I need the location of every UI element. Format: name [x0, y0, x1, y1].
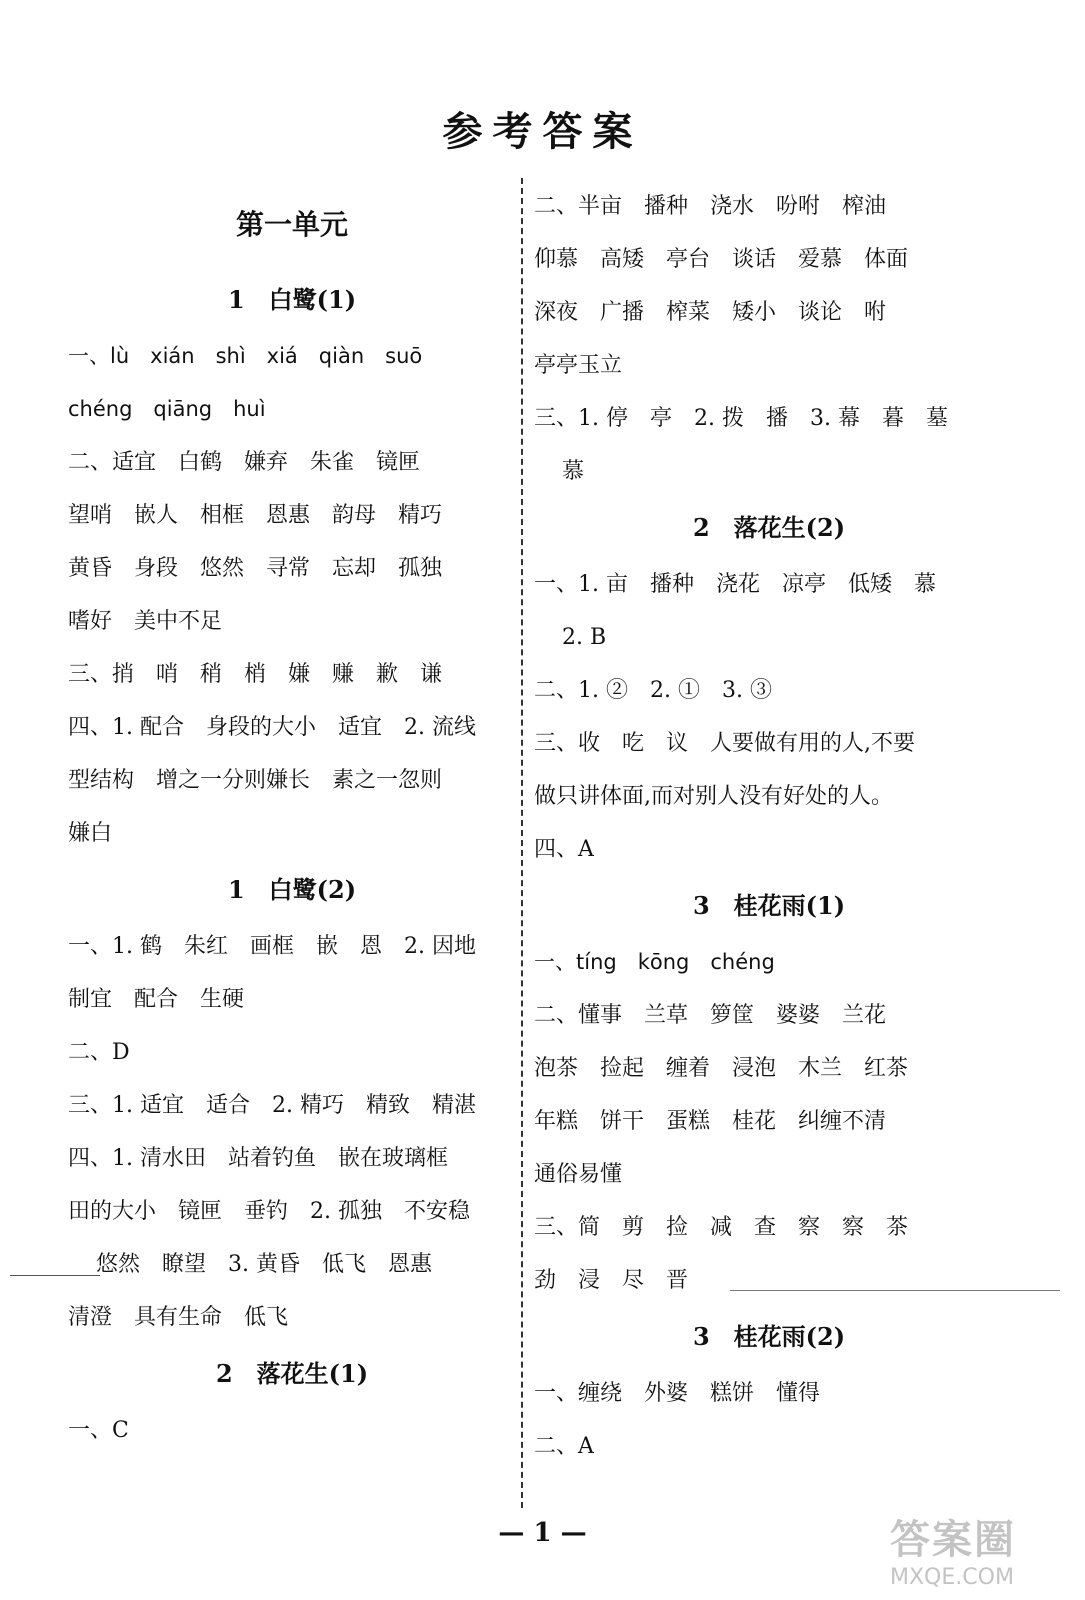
- answer-line: 深夜 广播 榨菜 矮小 谈论 咐: [534, 300, 887, 325]
- watermark-url: MXQE.COM: [890, 1565, 1014, 1590]
- answer-line: 悠然 瞭望 3. 黄昏 低飞 恩惠: [96, 1252, 432, 1277]
- answer-line: 四、A: [534, 837, 594, 862]
- column-divider: [521, 178, 523, 1508]
- answer-line: 一、tíng kōng chéng: [534, 950, 775, 974]
- answer-line: 三、收 吃 议 人要做有用的人,不要: [534, 731, 915, 756]
- lesson-heading: 2 落花生(2): [692, 513, 846, 542]
- lesson-heading: 3 桂花雨(1): [692, 891, 846, 920]
- answer-line: 一、1. 亩 播种 浇花 凉亭 低矮 慕: [534, 572, 936, 597]
- answer-line: 三、捎 哨 稍 梢 嫌 赚 歉 谦: [68, 662, 443, 687]
- answer-line: 一、1. 鹤 朱红 画框 嵌 恩 2. 因地: [68, 934, 476, 959]
- lesson-heading: 1 白鹭(1): [227, 285, 357, 314]
- answer-line: 二、懂事 兰草 箩筐 婆婆 兰花: [534, 1003, 887, 1028]
- answer-line: 亭亭玉立: [534, 353, 623, 378]
- answer-line: 嫌白: [68, 821, 113, 846]
- answer-line: 清澄 具有生命 低飞: [68, 1305, 289, 1330]
- answer-line: 黄昏 身段 悠然 寻常 忘却 孤独: [68, 556, 443, 581]
- answer-line: 三、1. 适宜 适合 2. 精巧 精致 精湛: [68, 1093, 476, 1118]
- answer-line: 慕: [562, 459, 585, 484]
- answer-line: 二、1. ② 2. ① 3. ③: [534, 678, 772, 703]
- answer-line: 年糕 饼干 蛋糕 桂花 纠缠不清: [534, 1109, 887, 1134]
- answer-line: 仰慕 高矮 亭台 谈话 爱慕 体面: [534, 247, 909, 272]
- answer-line: 做只讲体面,而对别人没有好处的人。: [534, 784, 893, 809]
- answer-line: 一、缠绕 外婆 糕饼 懂得: [534, 1381, 821, 1406]
- lesson-heading: 3 桂花雨(2): [692, 1322, 846, 1351]
- right-column: [534, 180, 1004, 1473]
- answer-line: 制宜 配合 生硬: [68, 987, 245, 1012]
- answer-line: 四、1. 配合 身段的大小 适宜 2. 流线: [68, 715, 476, 740]
- answer-line: 望哨 嵌人 相框 恩惠 韵母 精巧: [68, 503, 443, 528]
- answer-line: 型结构 增之一分则嫌长 素之一忽则: [68, 768, 443, 793]
- watermark-text: 答案圈: [890, 1516, 1016, 1563]
- answer-line: 二、A: [534, 1434, 594, 1459]
- answer-line: 2. B: [562, 625, 607, 650]
- answer-line: 二、半亩 播种 浇水 吩咐 榨油: [534, 194, 887, 219]
- answer-line: 劲 浸 尽 晋: [534, 1268, 689, 1293]
- answer-line: 二、适宜 白鹤 嫌弃 朱雀 镜匣: [68, 450, 421, 475]
- left-column: [68, 180, 516, 1457]
- answer-line: 一、lù xián shì xiá qiàn suō: [68, 344, 423, 368]
- answer-line: 泡茶 捡起 缠着 浸泡 木兰 红茶: [534, 1056, 909, 1081]
- lesson-heading: 1 白鹭(2): [227, 875, 357, 904]
- page-title: 参考答案: [442, 109, 643, 155]
- answer-line: 一、C: [68, 1418, 129, 1443]
- answer-line: 通俗易懂: [534, 1162, 623, 1187]
- answer-line: chéng qiāng huì: [68, 397, 266, 421]
- answer-line: 嗜好 美中不足: [68, 609, 223, 634]
- page-number: — 1 —: [498, 1518, 587, 1548]
- answer-line: 三、1. 停 亭 2. 拨 播 3. 幕 暮 墓: [534, 406, 948, 431]
- answer-line: 四、1. 清水田 站着钓鱼 嵌在玻璃框: [68, 1146, 448, 1171]
- answer-line: 二、D: [68, 1040, 130, 1065]
- watermark-logo: [890, 1508, 1080, 1596]
- lesson-heading: 2 落花生(1): [215, 1359, 369, 1388]
- answer-line: 田的大小 镜匣 垂钓 2. 孤独 不安稳: [68, 1199, 470, 1224]
- answer-line: 三、简 剪 捡 减 查 察 察 茶: [534, 1215, 909, 1240]
- unit-title: 第一单元: [235, 208, 348, 241]
